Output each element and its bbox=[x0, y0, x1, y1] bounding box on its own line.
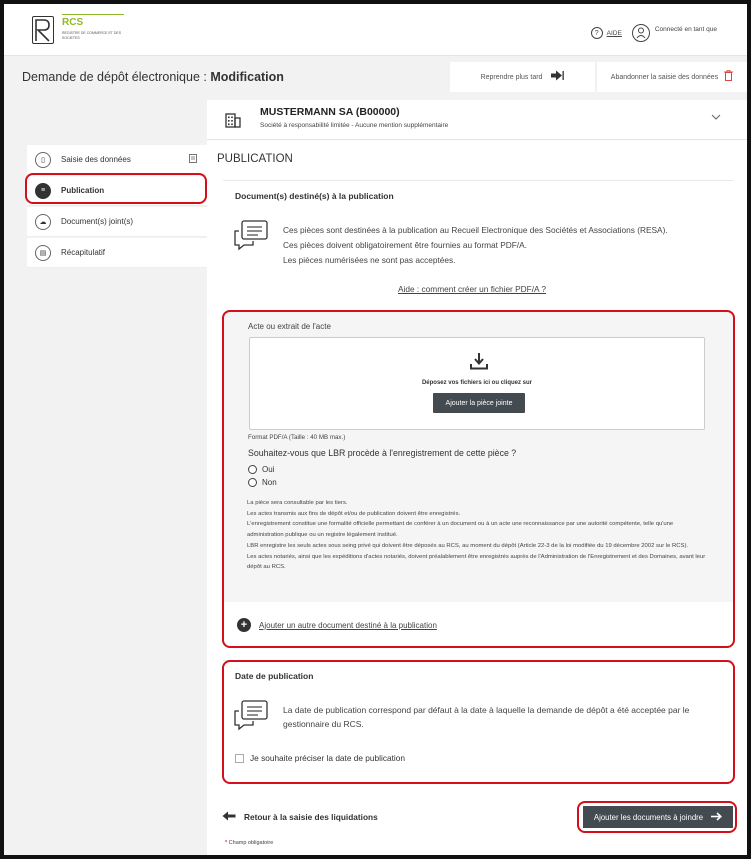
company-name: MUSTERMANN SA (B00000) bbox=[260, 106, 400, 118]
legal-line: LBR enregistre les seuls actes sous seing privé qui doivent être déposés au RCS, au moment du dépôt (Article 22-3 de la loi modifiée du 19 décembre 2002 sur le RCS). bbox=[247, 542, 689, 549]
abandon-label: Abandonner la saisie des données bbox=[610, 73, 719, 81]
sidebar-item-saisie[interactable] bbox=[27, 145, 209, 175]
form-icon: ▯ bbox=[35, 152, 51, 168]
trash-icon bbox=[724, 70, 733, 84]
sidebar bbox=[27, 145, 209, 269]
edit-icon bbox=[189, 154, 197, 165]
user-circle-icon[interactable] bbox=[632, 24, 650, 42]
logo-mark bbox=[32, 16, 54, 44]
sidebar-item-label: Récapitulatif bbox=[61, 248, 106, 257]
rcs-logo[interactable] bbox=[32, 14, 132, 48]
required-field-note bbox=[225, 840, 273, 846]
legal-line: Les actes transmis aux fins de dépôt et/ou de publication doivent être enregistrés. bbox=[247, 510, 461, 517]
clipboard-icon: ▤ bbox=[35, 245, 51, 261]
publication-docs-card bbox=[223, 180, 733, 304]
logo-text: RCS bbox=[62, 14, 124, 30]
radio-no[interactable] bbox=[248, 478, 277, 487]
legal-line: Les actes notariés, ainsi que les expéditions d'actes notariés, doivent préalablement être enregistrés auprès de l'Administration de l'Enregistrement et des Domaines, avant leur dépôt au RCS. bbox=[247, 553, 706, 571]
logo-r-icon bbox=[33, 17, 53, 43]
top-bar bbox=[4, 4, 747, 56]
sidebar-item-documents[interactable] bbox=[27, 207, 209, 237]
connected-as-text: Connecté en tant que bbox=[654, 25, 717, 33]
form-footer bbox=[207, 800, 747, 859]
section-title: PUBLICATION bbox=[217, 153, 293, 165]
sidebar-item-label: Document(s) joint(s) bbox=[61, 217, 134, 226]
chevron-down-icon[interactable] bbox=[711, 112, 721, 123]
main-content bbox=[207, 140, 747, 859]
speech-bubble-icon bbox=[233, 699, 269, 731]
download-icon bbox=[470, 352, 488, 375]
specify-date-checkbox[interactable] bbox=[235, 754, 244, 763]
sidebar-item-label: Saisie des données bbox=[61, 155, 131, 164]
card-heading: Date de publication bbox=[235, 671, 314, 681]
card-heading: Document(s) destiné(s) à la publication bbox=[235, 191, 394, 201]
file-dropzone[interactable] bbox=[249, 337, 705, 430]
exit-arrow-icon bbox=[550, 70, 564, 84]
dropzone-text: Déposez vos fichiers ici ou cliquez sur bbox=[421, 380, 533, 386]
sidebar-item-label: Publication bbox=[61, 186, 105, 195]
sidebar-item-publication[interactable] bbox=[27, 176, 209, 206]
page-title bbox=[22, 70, 284, 84]
add-another-label: Ajouter un autre document destiné à la publication bbox=[259, 620, 437, 630]
publication-date-info: La date de publication correspond par défaut à la date à laquelle la demande de dépôt a été acceptée par le gestionnaire du RCS. bbox=[283, 705, 690, 729]
radio-button[interactable] bbox=[248, 478, 257, 487]
next-label: Ajouter les documents à joindre bbox=[593, 812, 704, 822]
aide-link[interactable]: AIDE bbox=[606, 29, 622, 37]
page-title-prefix: Demande de dépôt électronique : bbox=[22, 70, 211, 84]
file-format-hint: Format PDF/A (Taille : 40 MB max.) bbox=[248, 434, 346, 441]
info-line: Ces pièces doivent obligatoirement être fournies au format PDF/A. bbox=[283, 240, 527, 250]
publication-icon: ≡ bbox=[35, 183, 51, 199]
legal-notice bbox=[247, 498, 707, 573]
info-line: Les pièces numérisées ne sont pas acceptées. bbox=[283, 255, 456, 265]
specify-date-checkbox-row[interactable] bbox=[235, 753, 405, 763]
page-title-mode: Modification bbox=[210, 70, 284, 84]
required-label: Champ obligatoire bbox=[228, 840, 274, 846]
add-another-document-link[interactable] bbox=[237, 618, 437, 632]
subheader bbox=[4, 62, 747, 92]
radio-label: Non bbox=[262, 478, 277, 487]
radio-yes[interactable] bbox=[248, 465, 274, 474]
info-line: Ces pièces sont destinées à la publication au Recueil Electronique des Sociétés et Associations (RESA). bbox=[283, 225, 668, 235]
company-banner[interactable] bbox=[207, 100, 747, 140]
back-link[interactable] bbox=[222, 810, 378, 824]
publication-date-card bbox=[223, 660, 733, 780]
legal-line: La pièce sera consultable par les tiers. bbox=[247, 500, 348, 506]
required-mark: * bbox=[225, 840, 228, 846]
arrow-right-icon bbox=[711, 812, 722, 823]
checkbox-label: Je souhaite préciser la date de publication bbox=[250, 753, 405, 763]
pdfa-help-link[interactable]: Aide : comment créer un fichier PDF/A ? bbox=[398, 284, 547, 294]
cloud-upload-icon: ☁ bbox=[35, 214, 51, 230]
building-icon bbox=[225, 112, 241, 131]
upload-section bbox=[223, 312, 733, 602]
resume-later-label: Reprendre plus tard bbox=[480, 73, 543, 81]
radio-button[interactable] bbox=[248, 465, 257, 474]
plus-circle-icon: + bbox=[237, 618, 251, 632]
arrow-left-icon bbox=[222, 810, 236, 824]
back-label: Retour à la saisie des liquidations bbox=[244, 812, 378, 822]
registration-question: Souhaitez-vous que LBR procède à l'enregistrement de cette pièce ? bbox=[248, 448, 517, 458]
radio-label: Oui bbox=[262, 465, 275, 474]
logo-subtitle: REGISTRE DE COMMERCE ET DES SOCIETES bbox=[62, 31, 122, 40]
speech-bubble-icon bbox=[233, 219, 269, 251]
legal-line: L'enregistrement constitue une formalité officielle permettant de conférer à un document ou à un acte une reconnaissance par une autorité compétente, telle qu'une administration publique ou un registre légalement institué. bbox=[247, 521, 674, 539]
publication-info-text bbox=[283, 223, 723, 268]
abandon-button[interactable] bbox=[597, 62, 747, 92]
add-documents-button[interactable] bbox=[583, 806, 733, 828]
sidebar-item-recapitulatif[interactable] bbox=[27, 238, 209, 268]
question-circle-icon[interactable]: ? bbox=[591, 27, 603, 39]
upload-field-label: Acte ou extrait de l'acte bbox=[248, 322, 331, 331]
add-attachment-button[interactable]: Ajouter la pièce jointe bbox=[433, 393, 525, 413]
resume-later-button[interactable] bbox=[450, 62, 595, 92]
company-description: Société à responsabilité limitée - Aucune mention supplémentaire bbox=[260, 122, 449, 129]
